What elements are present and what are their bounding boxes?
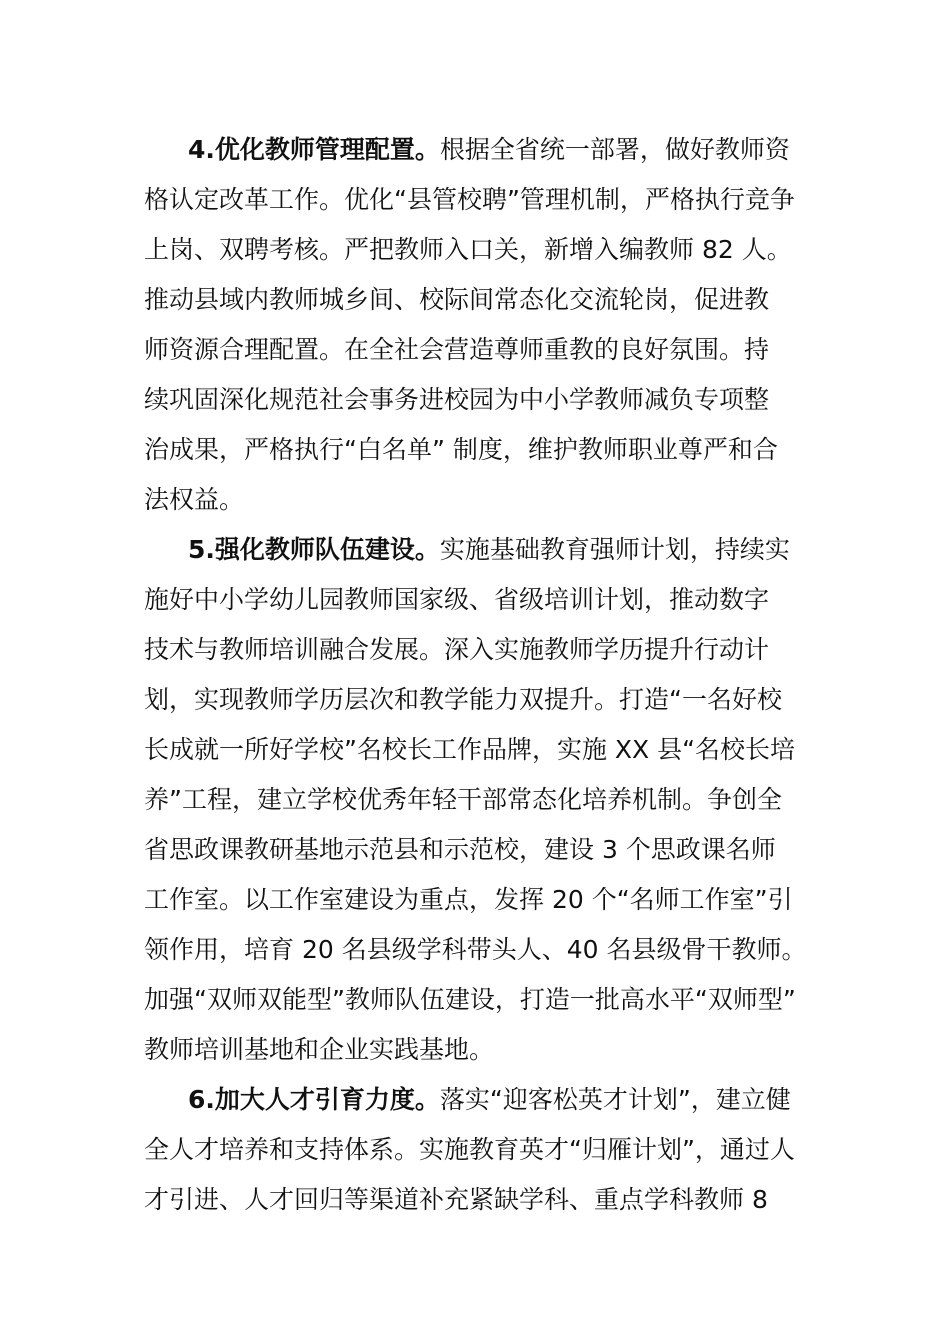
text-line: 长成就一所好学校”名校长工作品牌，实施 XX 县“名校长培 [144,735,796,764]
text-line: 师资源合理配置。在全社会营造尊师重教的良好氛围。持 [144,335,770,364]
text-line: 省思政课教研基地示范县和示范校，建设 3 个思政课名师 [144,835,776,864]
text-line: 领作用，培育 20 名县级学科带头人、40 名县级骨干教师。 [144,935,806,964]
text-line: 续巩固深化规范社会事务进校园为中小学教师减负专项整 [144,385,770,414]
section-heading: 5.强化教师队伍建设。 [188,535,440,564]
paragraph-5-heading-line [188,528,806,572]
text-line: 才引进、人才回归等渠道补充紧缺学科、重点学科教师 8 [144,1185,768,1214]
text-line: 施好中小学幼儿园教师国家级、省级培训计划，推动数字 [144,585,770,614]
text-line: 加强“双师双能型”教师队伍建设，打造一批高水平“双师型” [144,985,796,1014]
text-run: 落实“迎客松英才计划”，建立健 [439,1085,791,1114]
text-line: 教师培训基地和企业实践基地。 [144,1035,495,1064]
section-heading: 6.加大人才引育力度。 [188,1085,440,1114]
paragraph-6-heading-line [188,1078,806,1122]
text-line: 划，实现教师学历层次和教学能力双提升。打造“一名好校 [144,685,782,714]
text-line: 上岗、双聘考核。严把教师入口关，新增入编教师 82 人。 [144,235,792,264]
text-line: 养”工程，建立学校优秀年轻干部常态化培养机制。争创全 [144,785,782,814]
text-line: 推动县域内教师城乡间、校际间常态化交流轮岗，促进教 [144,285,770,314]
text-run: 实施基础教育强师计划，持续实 [439,535,790,564]
text-line: 技术与教师培训融合发展。深入实施教师学历提升行动计 [144,635,770,664]
text-line: 治成果，严格执行“白名单” 制度，维护教师职业尊严和合 [144,435,778,464]
text-line: 法权益。 [144,485,245,514]
section-heading: 4.优化教师管理配置。 [188,135,440,164]
text-run: 根据全省统一部署，做好教师资 [439,135,790,164]
paragraph-4-heading-line [188,128,806,172]
text-line: 工作室。以工作室建设为重点，发挥 20 个“名师工作室”引 [144,885,793,914]
text-line: 全人才培养和支持体系。实施教育英才“归雁计划”，通过人 [144,1135,795,1164]
text-line: 格认定改革工作。优化“县管校聘”管理机制，严格执行竞争 [144,185,795,214]
